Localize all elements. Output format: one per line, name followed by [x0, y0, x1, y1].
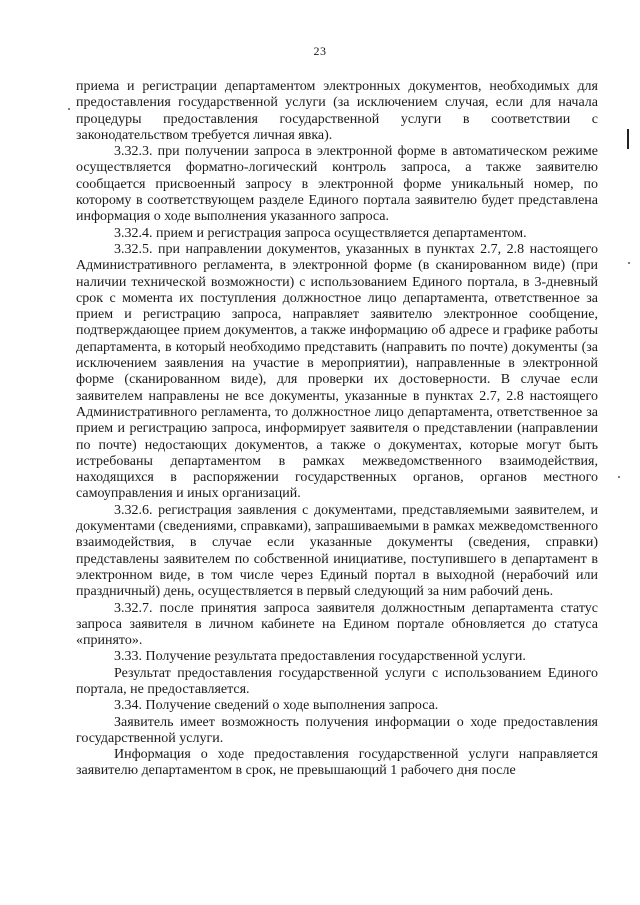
scan-speck — [628, 262, 630, 264]
paragraph-information: Информация о ходе предоставления государственной услуги направляется заявителю департаментом в срок, не превышающий 1 рабочего дня после — [76, 747, 598, 779]
scan-speck — [618, 476, 620, 478]
paragraph-3-32-3: 3.32.3. при получении запроса в электронной форме в автоматическом режиме осуществляется форматно-логический контроль запроса, а также заявителю сообщается присвоенный запросу в электронной форме уникальный номер, по которому в соответствующем разделе Единого портала заявителю будет представлена информация о ходе выполнения указанного запроса. — [76, 144, 598, 225]
paragraph-3-34: 3.34. Получение сведений о ходе выполнения запроса. — [114, 698, 439, 714]
paragraph-procedure-continuation: приема и регистрации департаментом электронных документов, необходимых для предоставления государственной услуги (за исключением случая, если для начала процедуры предоставления государственной услуги в соответствии с законодательством требуется личная явка). — [76, 79, 598, 143]
scan-margin-mark — [627, 129, 629, 149]
paragraph-applicant: Заявитель имеет возможность получения информации о ходе предоставления государственной услуги. — [76, 714, 598, 746]
paragraph-result: Результат предоставления государственной услуги с использованием Единого портала, не предоставляется. — [76, 665, 598, 697]
document-body — [76, 79, 598, 780]
page-number: 23 — [313, 44, 327, 58]
paragraph-3-32-5: 3.32.5. при направлении документов, указанных в пунктах 2.7, 2.8 настоящего Административного регламента, в электронной форме (в сканированном виде) (при наличии технической возможности) с использованием Единого портала, в 3-дневный срок с момента их поступления должностное лицо департамента, ответственное за прием и регистрацию запроса, направляет заявителю электронное сообщение, подтверждающее прием документов, а также информацию об адресе и графике работы департамента, в который необходимо представить (направить по почте) документы (за исключением заявления на участие в мероприятии), направленные в электронной форме (сканированном виде), для проверки их достоверности. В случае если заявителем направлены не все документы, указанные в пунктах 2.7, 2.8 настоящего Административного регламента, то должностное лицо департамента, ответственное за прием и регистрацию запроса, информирует заявителя о представлении (направлении по почте) недостающих документов, а также о документах, которые могут быть истребованы департаментом в рамках межведомственного взаимодействия, находящихся в распоряжении государственных органов, органов местного самоуправления и иных организаций. — [76, 241, 598, 502]
scan-speck — [68, 108, 70, 110]
paragraph-3-32-4: 3.32.4. прием и регистрация запроса осуществляется департаментом. — [114, 225, 527, 241]
paragraph-3-33: 3.33. Получение результата предоставления государственной услуги. — [114, 649, 526, 665]
paragraph-3-32-6: 3.32.6. регистрация заявления с документами, представляемыми заявителем, и документами (сведениями, справками), запрашиваемыми в рамках межведомственного взаимодействия, в случае если указанные документы (сведения, справки) представлены заявителем по собственной инициативе, поступившего в департамент в электронном виде, в том числе через Единый портал в выходной (нерабочий или праздничный) день, осуществляется в первый следующий за ним рабочий день. — [76, 502, 598, 600]
paragraph-3-32-7: 3.32.7. после принятия запроса заявителя должностным департамента статус запроса заявителя в личном кабинете на Едином портале обновляется до статуса «принято». — [76, 600, 598, 649]
